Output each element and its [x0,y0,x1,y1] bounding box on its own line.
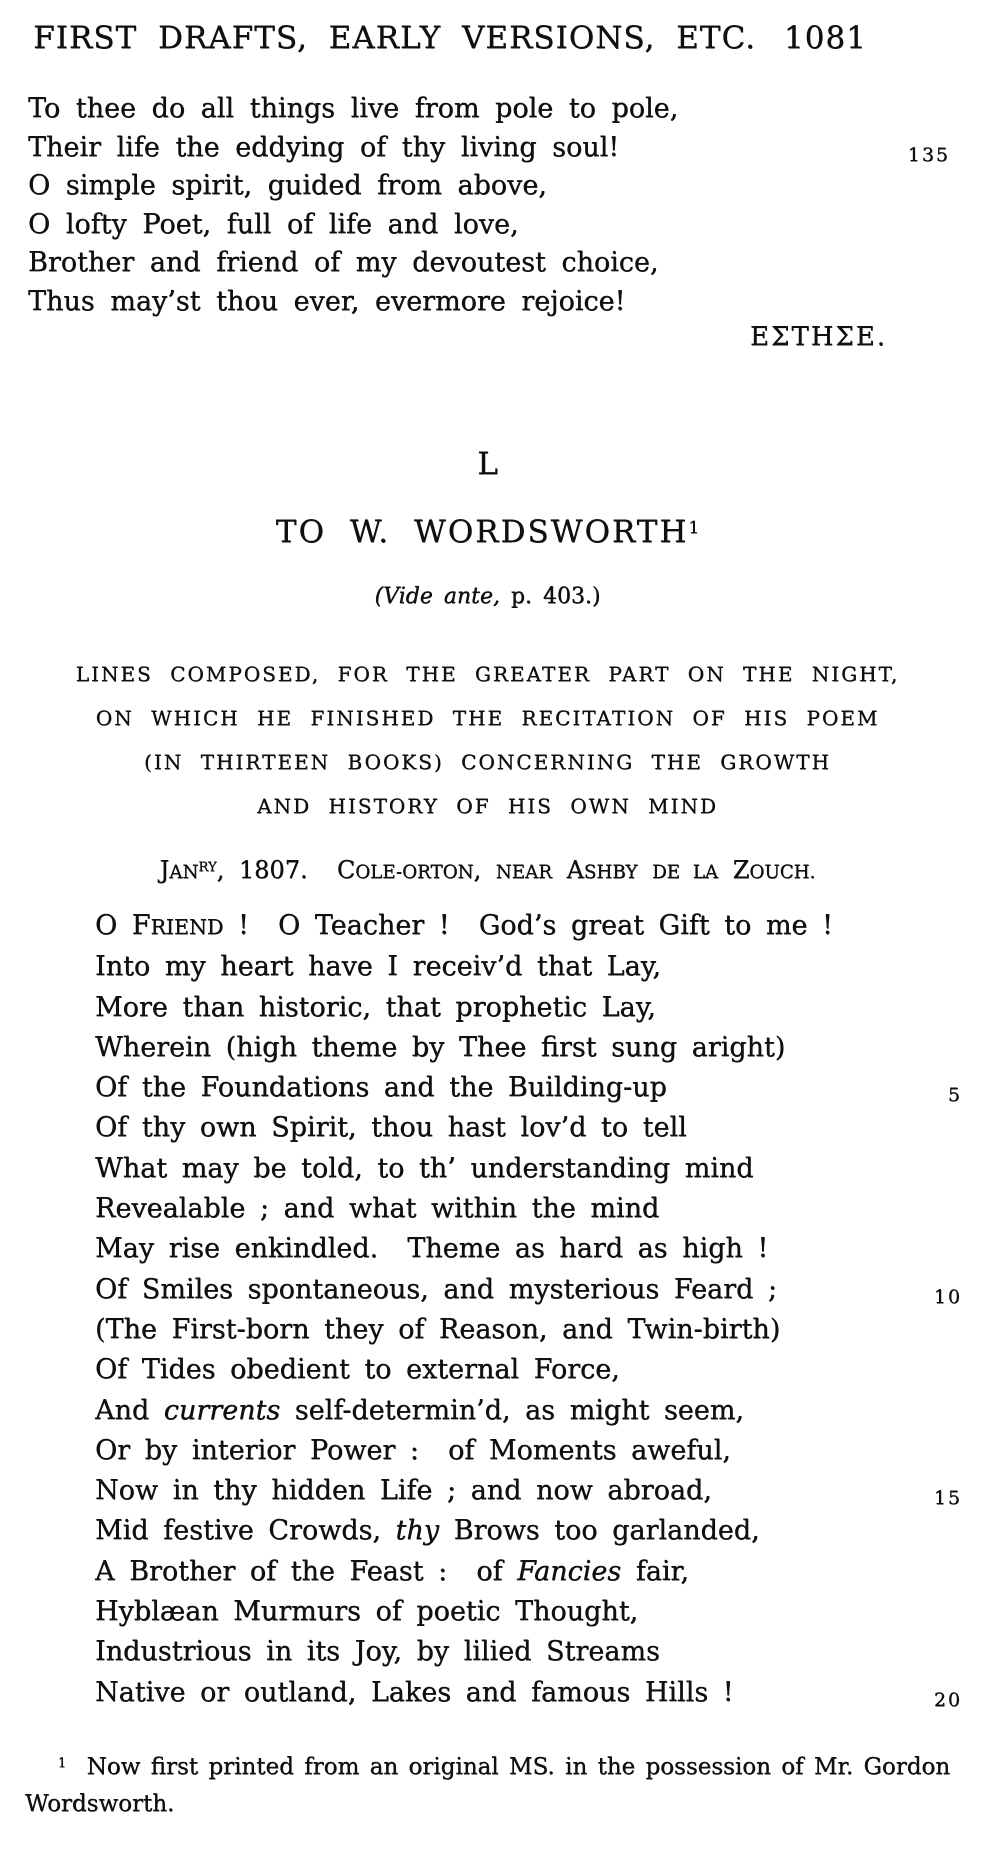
poem-line [95,906,962,947]
text-segment: Now first printed from an original MS. in the possession of Mr. Gordon [66,1754,951,1780]
text-segment: TO W. WORDSWORTH [275,514,689,550]
text-segment: ! O Teacher ! God’s great Gift to me ! [223,910,833,941]
text-segment: OUCH. [749,862,816,883]
text-segment: Of thy own Spirit, thou hast lov’d to tell [95,1112,687,1144]
text-segment: Mid festive Crowds, [95,1515,396,1547]
text-segment: Now in thy hidden Life ; and now abroad, [95,1475,712,1507]
poem-line [28,206,950,245]
running-header-title: FIRST DRAFTS, EARLY VERSIONS, ETC. [33,20,756,56]
text-segment: Revealable ; and what within the mind [95,1193,660,1225]
text-segment: May rise enkindled. Theme as hard as high ! [95,1233,769,1265]
text-segment: Of the Foundations and the Building-up [95,1072,667,1104]
text-segment: Into my heart have I receiv’d that Lay, [95,951,661,983]
margin-line-number: 20 [933,1688,962,1711]
poem-line [95,1431,962,1471]
text-segment: , 1807. C [216,856,356,884]
text-segment: Thus may’st thou ever, evermore rejoice! [28,285,626,317]
text-segment: J [159,856,170,884]
text-segment: RIEND [150,915,224,939]
text-segment: Brother and friend of my devoutest choice, [28,247,659,278]
poem-line [95,1189,962,1229]
text-segment: Z [718,856,750,884]
text-segment: Of Tides obedient to external Force, [95,1354,620,1386]
poem-line [95,988,962,1028]
text-segment: OLE-ORTON [355,862,474,883]
text-segment: , [473,856,496,884]
poem-line [95,1310,962,1350]
text-segment: DE LA [652,862,719,883]
text-segment: Industrious in its Joy, by lilied Streams [95,1636,660,1668]
poem-subtitle-block [0,652,975,828]
text-segment: Their life the eddying of thy living soul! [28,131,620,163]
text-segment: Or by interior Power : of Moments aweful, [95,1434,731,1466]
poem-line [95,1391,962,1431]
section-reference [0,584,975,609]
text-segment: AN [169,862,199,883]
poem-line [95,1068,962,1108]
poem-line [28,90,950,129]
text-segment: Hyblæan Murmurs of poetic Thought, [95,1596,639,1628]
text-segment: More than historic, that prophetic Lay, [95,991,656,1023]
poem-dateline [0,856,975,884]
poem-line [95,1471,962,1511]
text-segment: SHBY [583,862,638,883]
text-segment: 1 [688,517,700,538]
text-segment: A Brother of the Feast : of [95,1555,518,1587]
text-segment: fair, [621,1555,689,1587]
poem-line [28,283,950,322]
margin-line-number: 5 [947,1084,962,1107]
text-segment: currents [163,1394,281,1426]
main-poem-block [95,906,962,1713]
footnote-block [25,1750,970,1822]
text-segment: RY [198,859,217,875]
text-segment [637,856,652,884]
text-segment: O lofty Poet, full of life and love, [28,208,519,240]
margin-line-number: 10 [933,1285,962,1308]
poem-line [95,1028,962,1068]
page-number: 1081 [783,20,867,56]
margin-line-number: 15 [933,1487,962,1510]
text-segment: (Vide ante, [374,584,500,609]
poem-line [95,1511,962,1551]
text-segment: To thee do all things live from pole to pole, [28,93,679,124]
subtitle-line: LINES COMPOSED, FOR THE GREATER PART ON THE NIGHT, [75,662,900,686]
subtitle-line: AND HISTORY OF HIS OWN MIND [257,794,718,818]
text-segment: NEAR [495,862,552,883]
text-segment: Wordsworth. [25,1791,175,1817]
text-segment: Fancies [517,1555,622,1587]
poem-line [95,1270,962,1310]
previous-poem-block [28,90,950,321]
text-segment: O F [95,910,151,941]
text-segment: O simple spirit, guided from above, [28,170,547,201]
footnote-line [25,1750,970,1787]
poem-line [95,947,962,987]
greek-signature: ΕΣΤΗΣΕ. [749,322,887,352]
poem-line [95,1108,962,1148]
section-title [0,514,975,550]
subtitle-line: ON WHICH HE FINISHED THE RECITATION OF HIS POEM [95,706,880,730]
text-segment: (The First-born they of Reason, and Twin-birth) [95,1313,781,1345]
section-numeral: L [477,446,498,482]
text-segment: Of Smiles spontaneous, and mysterious Feard ; [95,1273,777,1305]
text-segment: thy [395,1515,440,1547]
footnote-line [25,1787,970,1822]
running-header [0,20,900,56]
text-segment: self-determin’d, as might seem, [280,1394,744,1426]
text-segment: Wherein (high theme by Thee first sung aright) [95,1031,786,1063]
poem-line [28,129,950,168]
poem-line [95,1673,962,1713]
text-segment: p. 403.) [499,584,601,609]
poem-line [95,1552,962,1592]
poem-line [95,1229,962,1269]
text-segment: What may be told, to th’ understanding mind [95,1152,754,1184]
margin-line-number: 135 [907,143,950,166]
subtitle-line: (IN THIRTEEN BOOKS) CONCERNING THE GROWTH [144,750,831,774]
poem-line [95,1350,962,1390]
text-segment: 1 [58,1755,67,1771]
poem-line [95,1149,962,1189]
text-segment: Native or outland, Lakes and famous Hills ! [95,1676,734,1708]
text-segment: A [551,856,584,884]
poem-line [95,1592,962,1632]
poem-line [95,1632,962,1672]
text-segment: Brows too garlanded, [439,1515,760,1547]
poem-line [28,244,950,283]
text-segment: And [95,1394,164,1426]
poem-line [28,167,950,206]
